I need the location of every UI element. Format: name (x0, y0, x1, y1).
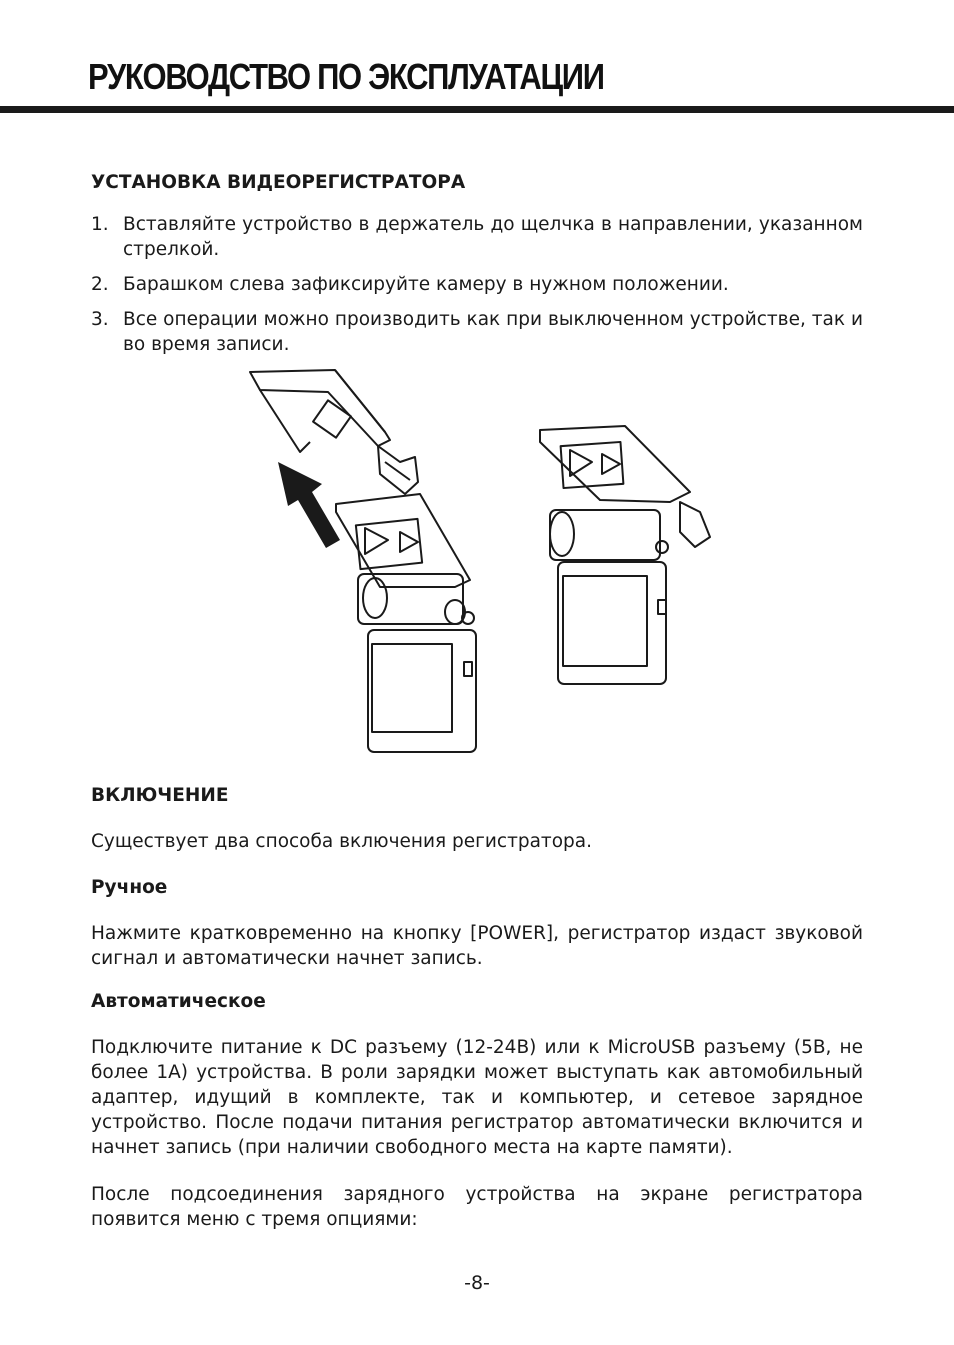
header-rule (0, 106, 954, 113)
page-number: -8- (464, 1272, 490, 1294)
list-item: 1. Вставляйте устройство в держатель до щелчка в направлении, указанном стрелкой. (91, 214, 863, 260)
page-header-title: РУКОВОДСТВО ПО ЭКСПЛУАТАЦИИ (88, 56, 604, 97)
installation-illustration (240, 362, 720, 757)
list-item: 3. Все операции можно производить как при выключенном устройстве, так и во время записи. (91, 309, 863, 355)
manual-text: Нажмите кратковременно на кнопку [POWER], регистратор издаст звуковой сигнал и автоматически начнет запись. (91, 923, 863, 969)
manual-heading: Ручное (91, 877, 168, 898)
automatic-text: Подключите питание к DC разъему (12-24В) или к MicroUSB разъему (5В, не более 1А) устройства. В роли зарядки может выступать как автомобильный адаптер, идущий в комплекте, так и компьютер, и сетевое зарядное устройство. После подачи питания регистратор автоматически включится и начнет запись (при наличии свободного места на карте памяти). (91, 1037, 863, 1158)
installation-steps (91, 212, 863, 357)
power-on-heading: ВКЛЮЧЕНИЕ (91, 785, 229, 806)
camera-right-drawing (540, 426, 710, 684)
automatic-heading: Автоматическое (91, 991, 266, 1012)
list-item: 2. Барашком слева зафиксируйте камеру в нужном положении. (91, 274, 729, 295)
arrow-drawing (278, 462, 340, 548)
holder-bracket-drawing (250, 370, 418, 494)
installation-heading: УСТАНОВКА ВИДЕОРЕГИСТРАТОРА (91, 172, 466, 193)
automatic-text-2: После подсоединения зарядного устройства на экране регистратора появится меню с тремя опциями: (91, 1184, 863, 1230)
power-on-intro: Существует два способа включения регистратора. (91, 831, 592, 852)
camera-left-drawing (336, 494, 476, 752)
